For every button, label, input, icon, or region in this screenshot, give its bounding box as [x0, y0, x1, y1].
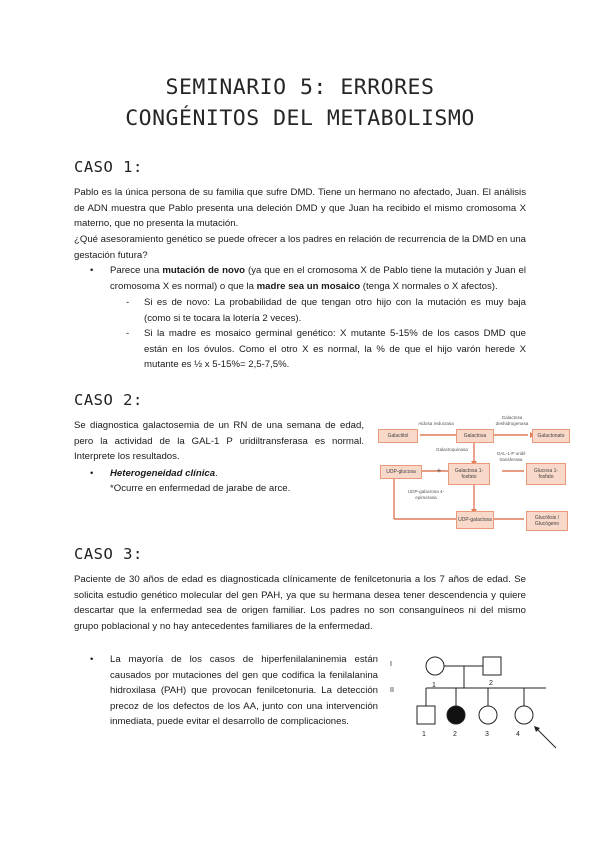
bullet-marker: •	[90, 654, 94, 665]
svg-text:1: 1	[432, 682, 436, 689]
galactitol-box: Galactitol	[378, 429, 418, 443]
gen2-sister-3	[479, 706, 497, 724]
proband-arrow	[536, 728, 556, 748]
gen2-affected-sister	[447, 706, 465, 724]
quinasa-label: Galactoquinasa	[436, 447, 468, 452]
galactonato-box: Galactonato	[532, 429, 570, 443]
galactose-metabolism-diagram	[374, 405, 570, 540]
deshidrogenasa-label: Galactosa deshidrogenasa	[495, 415, 529, 426]
heterogeneidad-clinica: Heterogeneidad clínica	[110, 468, 216, 479]
svg-text:2: 2	[489, 680, 493, 687]
mutacion-de-novo: mutación de novo	[162, 265, 246, 276]
gen2-sister-4	[515, 706, 533, 724]
caso2-bullet: • Heterogeneidad clínica.	[110, 466, 360, 482]
udpgalactosa-box: UDP-galactosa	[456, 511, 494, 529]
gen1-father	[483, 657, 501, 675]
svg-text:3: 3	[485, 731, 489, 738]
caso1-dash-2: - Si la madre es mosaico germinal genético: X mutante 5-15% de los casos DMD que están en los óvulos. Como el otro X es normal, la % de que el hijo varón herede X mutante es ½ x 5-15%= 2,5-7,5%.	[126, 328, 526, 371]
caso1-heading: CASO 1:	[74, 158, 143, 176]
bullet-marker: •	[90, 265, 94, 276]
svg-text:2: 2	[453, 731, 457, 738]
caso1-paragraph-1: Pablo es la única persona de su familia que sufre DMD. Tiene un hermano no afectado, Juan. El análisis de ADN muestra que Pablo presenta una deleción DMD y que Juan ha recibido el mismo cromosoma X materno, que no presenta la mutación.	[74, 187, 526, 230]
svg-text:4: 4	[516, 731, 520, 738]
caso1-dash-1: - Si es de novo: La probabilidad de que tengan otro hijo con la mutación es muy baja (como si te tocara la lotería 2 veces).	[126, 297, 526, 324]
caso3-paragraph: Paciente de 30 años de edad es diagnosticada clínicamente de fenilcetonuria a los 7 años de edad. Se solicita estudio genético molecular del gen PAH, ya que su hermana desea tener descendencia y quiere descartar que la enfermedad sea de origen familiar. Los padres no son consanguíneos ni del mismo grupo poblacional y no hay antecedentes familiares de la enfermedad.	[74, 574, 526, 632]
gal1p-box: Galactosa 1-fosfato	[448, 463, 490, 485]
transferasa-label: GAL-1-P uridil transferasa	[496, 451, 526, 462]
bullet-marker: •	[90, 468, 94, 479]
glicolisis-box: Glucólisis / Glucógeno	[526, 511, 568, 531]
glucosa1p-box: Glucosa 1-fosfato	[526, 463, 566, 485]
plus-sign: +	[436, 466, 442, 475]
caso3-heading: CASO 3:	[74, 545, 143, 563]
udpglucosa-box: UDP-glucosa	[380, 465, 422, 479]
page-title	[0, 72, 600, 134]
caso2-paragraph: Se diagnostica galactosemia de un RN de una semana de edad, pero la actividad de la GAL-1 P uridiltransferasa es normal. Interprete los resultados.	[74, 420, 364, 463]
generation-I-label: I	[390, 661, 392, 668]
epimerasa-label: UDP-galactosa 4-epimerasa	[407, 489, 445, 500]
svg-text:1: 1	[422, 731, 426, 738]
gen1-mother	[426, 657, 444, 675]
caso2-note: *Ocurre en enfermedad de jarabe de arce.	[110, 483, 291, 494]
title-line-2: CONGÉNITOS DEL METABOLISMO	[125, 106, 475, 131]
title-line-1: SEMINARIO 5: ERRORES	[165, 75, 435, 100]
aldosa-label: Aldosa reductasa	[418, 421, 454, 426]
madre-mosaico: madre sea un mosaico	[256, 280, 361, 292]
pedigree-chart	[390, 652, 570, 762]
gen2-brother	[417, 706, 435, 724]
caso1-paragraph-2: ¿Qué asesoramiento genético se puede ofrecer a los padres en relación de recurrencia de la DMD en una gestación futura?	[74, 234, 526, 261]
caso2-heading: CASO 2:	[74, 391, 143, 409]
caso3-bullet: • La mayoría de los casos de hiperfenilalaninemia están causados por mutaciones del gen que codifica la fenilalanina hidroxilasa (PAH) que provocan fenilcetonuria. La detección precoz de los defectos de los AA, junto con una intervención inmediata, puede evitar el desarrollo de complicaciones.	[90, 654, 378, 728]
caso1-bullet: • Parece una mutación de novo (ya que en el cromosoma X de Pablo tiene la mutación y Juan el cromosoma X es normal) o que la madre sea un mosaico (tenga X normales o X afectos).	[90, 265, 526, 292]
generation-II-label: II	[390, 687, 394, 694]
galactosa-box: Galactosa	[456, 429, 494, 443]
